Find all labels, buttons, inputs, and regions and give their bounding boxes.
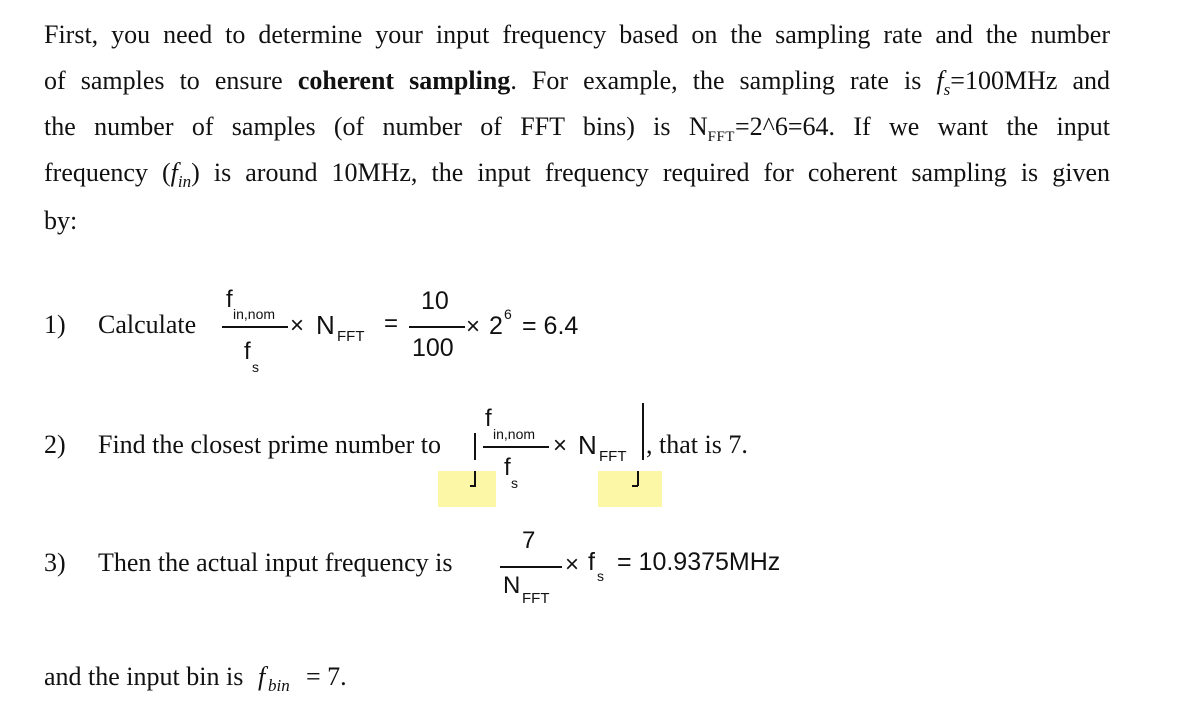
fin-symbol: f: [170, 158, 178, 187]
step-2-number: 2): [44, 430, 66, 459]
step-2-tail: , that is 7.: [646, 430, 748, 459]
step-1-equals: =: [384, 310, 399, 337]
fbin-subscript: bin: [268, 676, 290, 695]
step-1-text: Calculate: [98, 310, 197, 339]
step-1-fraction2-bar: [409, 326, 465, 328]
step-3-times: ×: [565, 551, 580, 578]
closing-result: = 7.: [306, 662, 347, 691]
highlight-left: [438, 471, 496, 507]
bracket-right-foot: [632, 485, 638, 487]
bracket-left-lower: [474, 471, 476, 486]
intro-line-1-text: First, you need to determine your input frequency based on the sampling rate and the number: [44, 20, 1110, 49]
coherent-sampling-term: coherent sampling: [297, 66, 511, 95]
step-2-times: ×: [553, 432, 568, 459]
step-3-number: 3): [44, 548, 66, 577]
bracket-right-upper: [642, 403, 644, 460]
step-2-fraction-bar: [483, 446, 549, 448]
intro-line-1: [44, 20, 1110, 50]
step-2-n-sub: FFT: [599, 448, 627, 465]
step-3-frac-num: 7: [522, 527, 536, 554]
step-1-n-sub: FFT: [337, 328, 365, 345]
step-1-number: 1): [44, 310, 66, 339]
step-2-frac-den-sub: s: [511, 475, 518, 491]
step-2-frac-num-f: f: [485, 405, 492, 432]
bracket-left-foot: [470, 485, 476, 487]
fin-subscript: in: [177, 172, 192, 191]
intro-line-2: [44, 66, 1110, 99]
step-1-frac-num-f: f: [226, 286, 233, 313]
intro-line-4-b: ) is around 10MHz, the input frequency required for coherent sampling is given: [191, 158, 1110, 187]
step-1-frac2-den: 100: [412, 334, 454, 362]
fs-subscript: s: [943, 80, 951, 99]
step-3-text: Then the actual input frequency is: [98, 548, 453, 577]
step-2-text: Find the closest prime number to: [98, 430, 442, 459]
fbin-symbol: f: [258, 662, 266, 691]
step-1-pow-base: 2: [489, 312, 503, 340]
step-2-frac-num-sub: in,nom: [493, 426, 536, 442]
intro-line-4: [44, 158, 1110, 191]
step-1-result: = 6.4: [522, 312, 579, 340]
intro-line-5: [44, 206, 77, 236]
step-3-fs-sub: s: [597, 568, 604, 584]
highlight-right: [598, 471, 662, 507]
step-2-n: N: [578, 430, 597, 460]
intro-line-3: [44, 112, 1110, 145]
intro-line-5-text: by:: [44, 206, 78, 235]
step-1-frac2-num: 10: [421, 287, 449, 315]
step-1-times: ×: [290, 312, 305, 339]
intro-line-4-a: frequency (: [44, 158, 171, 187]
step-1-fraction-bar: [222, 326, 288, 328]
bracket-right-lower: [637, 471, 639, 486]
step-1-times2: ×: [466, 313, 481, 340]
intro-line-3-a: the number of samples (of number of FFT bins) is N: [44, 112, 708, 141]
closing-text: and the input bin is: [44, 662, 244, 691]
intro-line-2-b: . For example, the sampling rate is: [510, 66, 922, 95]
step-3-fs-f: f: [588, 548, 595, 576]
step-1-pow-exp: 6: [504, 306, 512, 322]
bracket-left-upper: [474, 433, 476, 460]
step-3-frac-den-n: N: [503, 572, 521, 599]
fs-symbol: f: [936, 66, 944, 95]
step-3-result: = 10.9375MHz: [617, 548, 781, 576]
step-1-frac-den-sub: s: [252, 359, 259, 375]
step-1-frac-den-f: f: [244, 338, 251, 365]
nfft-subscript: FFT: [707, 129, 735, 145]
step-1-frac-num-sub: in,nom: [233, 306, 276, 322]
step-3-frac-den-sub: FFT: [522, 590, 550, 607]
step-2-frac-den-f: f: [504, 454, 511, 481]
intro-line-3-b: =2^6=64. If we want the input: [734, 112, 1110, 141]
intro-line-2-a: of samples to ensure: [44, 66, 283, 95]
step-1-n: N: [316, 310, 335, 340]
step-3-fraction-bar: [500, 566, 562, 568]
intro-line-2-c: =100MHz and: [950, 66, 1110, 95]
